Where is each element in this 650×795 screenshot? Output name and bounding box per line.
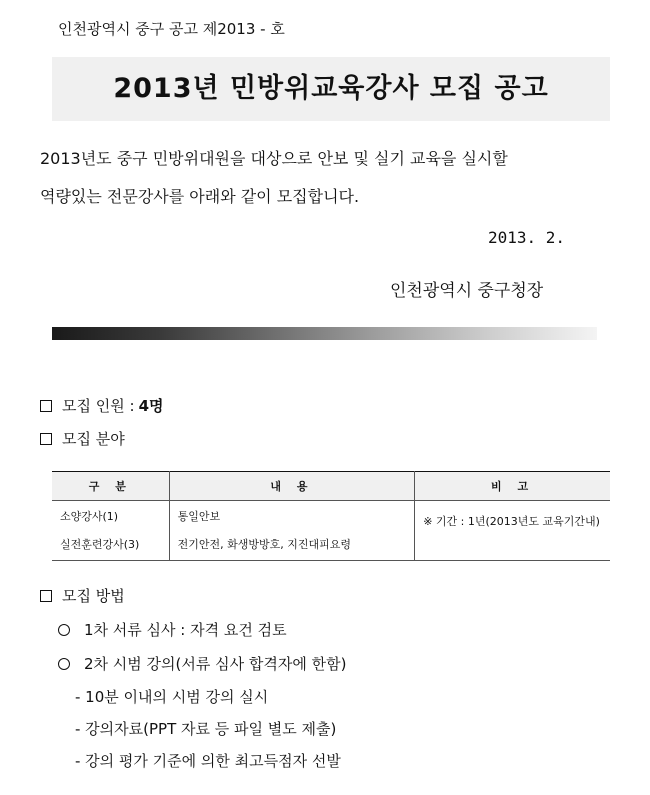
header-category: 구 분 xyxy=(52,472,169,501)
section-label: 모집 분야 xyxy=(62,430,125,448)
cell-content: 통일안보 xyxy=(169,501,415,529)
method-detail-1: - 10분 이내의 시범 강의 실시 xyxy=(75,688,269,706)
section-label: 모집 인원 : xyxy=(62,397,135,415)
method-detail-3: - 강의 평가 기준에 의한 최고득점자 선발 xyxy=(75,752,341,770)
gradient-divider xyxy=(52,327,597,340)
intro-line-1: 2013년도 중구 민방위대원을 대상으로 안보 및 실기 교육을 실시할 xyxy=(40,149,508,168)
section-recruit-count xyxy=(40,395,164,416)
checkbox-square-icon xyxy=(40,400,52,412)
notice-date: 2013. 2. xyxy=(488,228,566,247)
method-step-1 xyxy=(58,619,287,640)
cell-category: 소양강사(1) xyxy=(52,501,169,529)
method-step-2 xyxy=(58,653,346,674)
document-title: 2013년 민방위교육강사 모집 공고 xyxy=(113,73,549,104)
notice-number: 인천광역시 중구 공고 제2013 - 호 xyxy=(58,20,285,38)
recruit-field-table xyxy=(52,471,610,561)
checkbox-square-icon xyxy=(40,433,52,445)
circle-bullet-icon xyxy=(58,658,70,670)
circle-bullet-icon xyxy=(58,624,70,636)
section-recruit-method xyxy=(40,585,125,606)
header-content: 내 용 xyxy=(169,472,415,501)
table-header-row xyxy=(52,472,610,501)
cell-category: 실전훈련강사(3) xyxy=(52,529,169,561)
checkbox-square-icon xyxy=(40,590,52,602)
method-step-text: 1차 서류 심사 : 자격 요건 검토 xyxy=(84,621,287,639)
intro-line-2: 역량있는 전문강사를 아래와 같이 모집합니다. xyxy=(40,187,360,206)
table-row xyxy=(52,501,610,529)
section-label: 모집 방법 xyxy=(62,587,125,605)
method-step-text: 2차 시범 강의(서류 심사 합격자에 한함) xyxy=(84,655,347,673)
section-recruit-field xyxy=(40,428,125,449)
signer: 인천광역시 중구청장 xyxy=(390,281,544,301)
header-remark: 비 고 xyxy=(415,472,610,501)
cell-remark: ※ 기간 : 1년(2013년도 교육기간내) xyxy=(415,501,610,561)
title-banner xyxy=(52,57,610,121)
recruit-count-value: 4명 xyxy=(138,397,164,415)
method-detail-2: - 강의자료(PPT 자료 등 파일 별도 제출) xyxy=(75,720,337,738)
cell-content: 전기안전, 화생방방호, 지진대피요령 xyxy=(169,529,415,561)
